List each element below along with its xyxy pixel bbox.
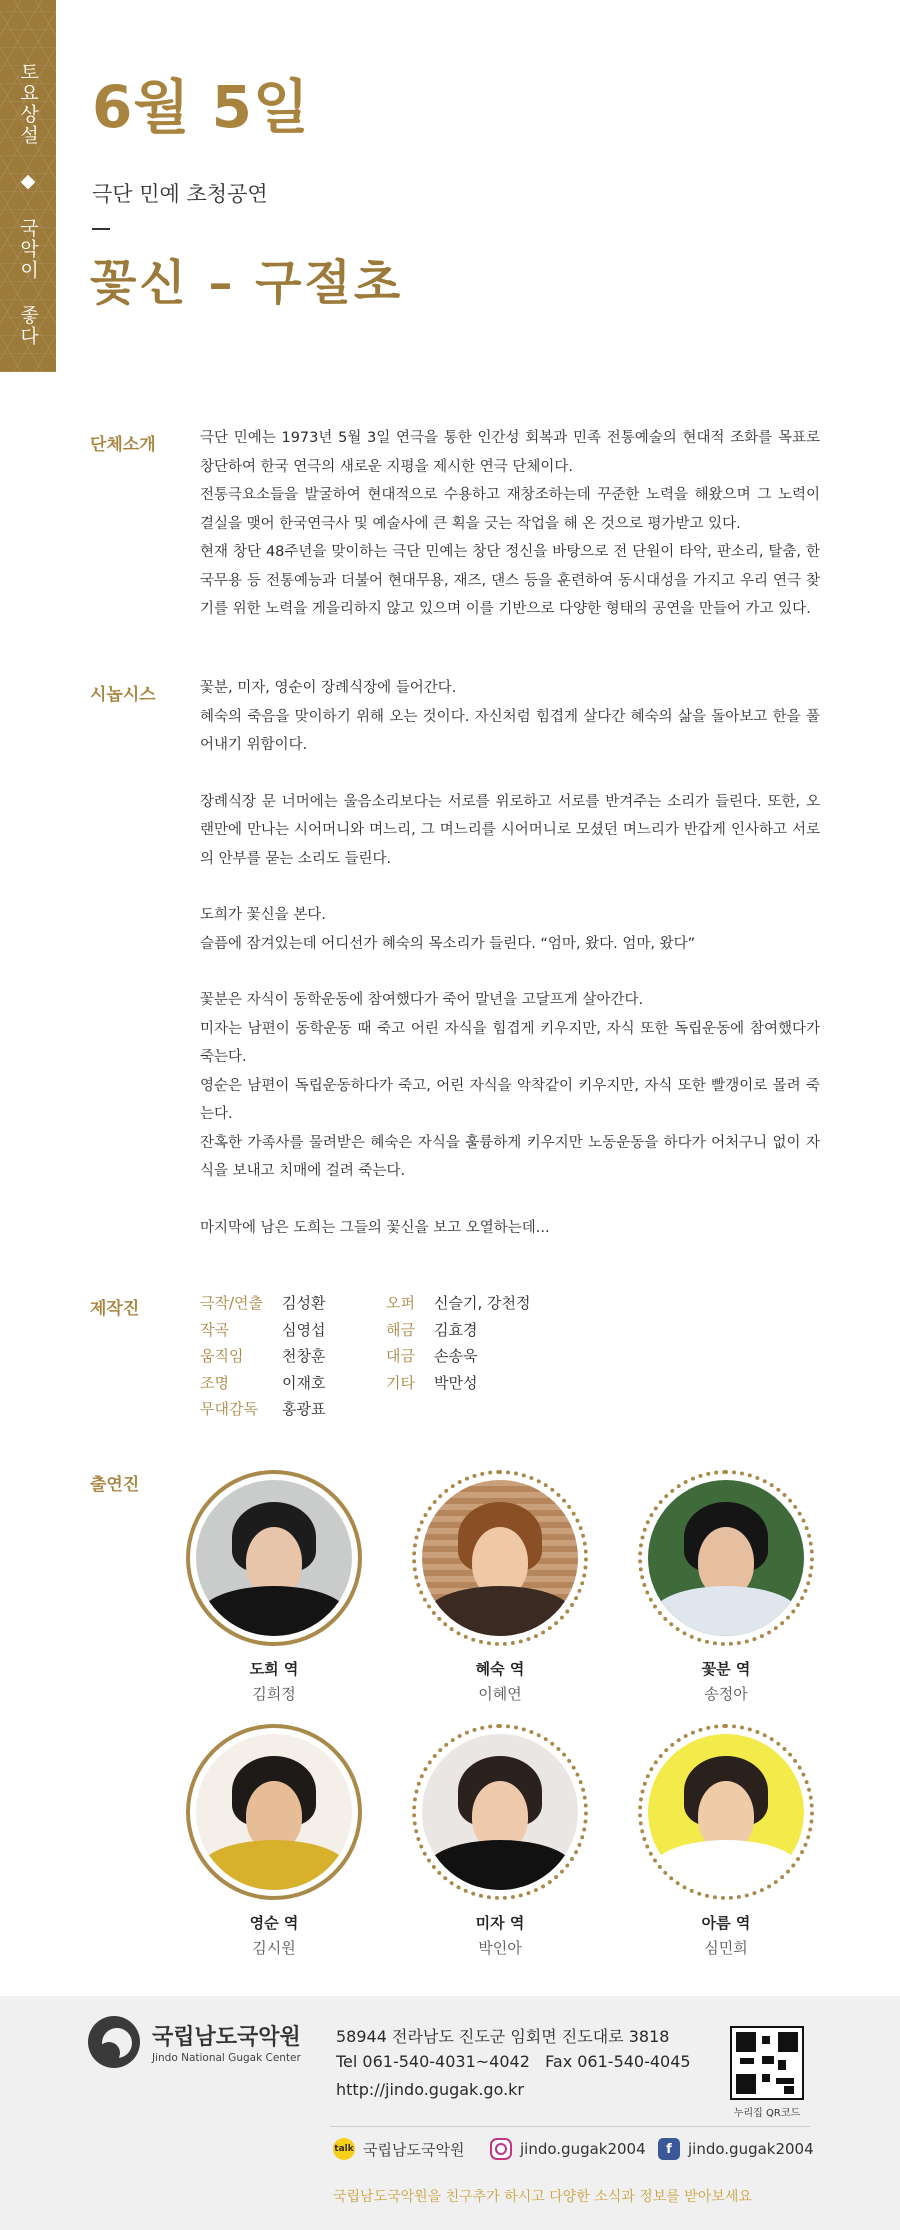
avatar	[638, 1470, 814, 1646]
cast-role: 혜숙 역	[475, 1660, 525, 1678]
intro-paragraph: 현재 창단 48주년을 맞이하는 극단 민예는 창단 정신을 바탕으로 전 단원이 타악, 판소리, 탈춤, 한국무용 등 전통예능과 더불어 현대무용, 재즈, 댄스 등을 훈련하여 동시대성을 가지고 우리 연극 찾기를 위한 노력을 게을리하지 않고 있으며 이를 기반으로 다양한 형태의 공연을 만들어 가고 있다.	[200, 544, 820, 617]
staff-row	[200, 1343, 325, 1370]
instagram-icon	[490, 2138, 512, 2160]
cast-name: 김희정	[252, 1685, 296, 1703]
side-banner-text	[0, 62, 56, 362]
kakaotalk-icon: talk	[333, 2138, 355, 2160]
staff-row	[200, 1370, 325, 1397]
cast-role: 영순 역	[249, 1914, 299, 1932]
qr-label: 누리집 QR코드	[733, 2108, 801, 2119]
cast-role: 미자 역	[475, 1914, 525, 1932]
synopsis-paragraph: 마지막에 남은 도희는 그들의 꽃신을 보고 오열하는데...	[200, 1219, 550, 1236]
synopsis-paragraph: 꽃분은 자식이 동학운동에 참여했다가 죽어 말년을 고달프게 살아간다.	[200, 992, 644, 1008]
synopsis-paragraph: 잔혹한 가족사를 물려받은 혜숙은 자식을 훌륭하게 키우지만 노동운동을 하다가 어처구니 없이 자식을 보내고 치매에 걸려 죽는다.	[200, 1134, 820, 1179]
side-banner	[0, 0, 56, 372]
side-banner-label: 토요상설 ◆ 국악이 좋다	[17, 62, 39, 347]
cast-role: 아름 역	[701, 1914, 751, 1932]
divider-dash	[92, 228, 110, 230]
facebook-icon: f	[658, 2138, 680, 2160]
synopsis-paragraph: 혜숙의 죽음을 맞이하기 위해 오는 것이다. 자신처럼 힘겹게 살다간 혜숙의 삶을 돌아보고 한을 풀어내기 위함이다.	[200, 708, 820, 753]
instagram-link[interactable]	[490, 2138, 646, 2160]
avatar	[186, 1470, 362, 1646]
staff-row	[200, 1317, 325, 1344]
staff-role: 오퍼	[386, 1294, 415, 1312]
staff-role: 극작/연출	[200, 1294, 264, 1312]
staff-name: 손송욱	[434, 1347, 478, 1365]
facebook-link[interactable]	[658, 2138, 814, 2160]
kakao-link[interactable]	[333, 2138, 464, 2160]
staff-row	[386, 1370, 530, 1397]
synopsis-label: 시놉시스	[90, 685, 156, 705]
staff-name: 이재호	[282, 1373, 326, 1392]
promo-text: 국립남도국악원을 친구추가 하시고 다양한 소식과 정보를 받아보세요	[333, 2189, 752, 2205]
phone-fax: Tel 061-540-4031~4042 Fax 061-540-4045	[336, 2052, 691, 2071]
synopsis-paragraph: 슬픔에 잠겨있는데 어디선가 혜숙의 목소리가 들린다. “엄마, 왔다. 엄마, 왔다”	[200, 935, 696, 952]
cast-member-youngsoon	[184, 1724, 364, 1958]
qr-code-icon[interactable]	[730, 2026, 804, 2100]
staff-name: 신슬기, 강천정	[434, 1294, 531, 1312]
staff-role: 작곡	[200, 1320, 229, 1339]
staff-name: 박만성	[434, 1373, 478, 1392]
staff-role: 움직임	[200, 1347, 244, 1365]
staff-list-left	[200, 1290, 325, 1423]
website-link[interactable]: http://jindo.gugak.go.kr	[336, 2080, 524, 2099]
staff-row	[200, 1290, 325, 1317]
staff-label: 제작진	[90, 1299, 140, 1319]
org-logo-icon	[88, 2016, 140, 2068]
staff-row	[386, 1290, 530, 1317]
synopsis-paragraph: 장례식장 문 너머에는 울음소리보다는 서로를 위로하고 서로를 반겨주는 소리가 들린다. 또한, 오랜만에 만나는 시어머니와 며느리, 그 며느리를 시어머니로 모셨던 며느리가 반갑게 인사하고 서로의 안부를 묻는 소리도 들린다.	[200, 793, 820, 867]
address: 58944 전라남도 진도군 임회면 진도대로 3818	[336, 2027, 670, 2046]
org-name-en: Jindo National Gugak Center	[152, 2052, 301, 2064]
cast-name: 이혜연	[478, 1685, 522, 1703]
cast-name: 송정아	[704, 1685, 748, 1703]
staff-name: 홍광표	[282, 1400, 326, 1418]
staff-name: 천창훈	[282, 1347, 326, 1365]
staff-list-right	[386, 1290, 530, 1396]
cast-role: 도희 역	[249, 1660, 299, 1678]
event-date: 6월 5일	[92, 73, 310, 141]
intro-paragraph: 극단 민예는 1973년 5월 3일 연극을 통한 인간성 회복과 민족 전통예술의 현대적 조화를 목표로 창단하여 한국 연극의 새로운 지평을 제시한 연극 단체이다.	[200, 430, 820, 475]
avatar	[412, 1724, 588, 1900]
staff-name: 김효경	[434, 1320, 478, 1339]
synopsis-paragraph: 도희가 꽃신을 본다.	[200, 907, 326, 923]
cast-member-kkotbun	[636, 1470, 816, 1704]
cast-member-hyesuk	[410, 1470, 590, 1704]
synopsis-paragraph: 꽃분, 미자, 영순이 장례식장에 들어간다.	[200, 680, 457, 696]
staff-role: 조명	[200, 1373, 229, 1392]
cast-label: 출연진	[90, 1475, 140, 1495]
synopsis-text	[200, 674, 820, 1242]
footer-divider	[330, 2126, 810, 2127]
cast-role: 꽃분 역	[701, 1660, 751, 1678]
kakao-handle: 국립남도국악원	[363, 2140, 465, 2159]
staff-name: 김성환	[282, 1294, 326, 1312]
intro-text	[200, 424, 820, 624]
staff-row	[200, 1396, 325, 1423]
intro-paragraph: 전통극요소들을 발굴하여 현대적으로 수용하고 재창조하는데 꾸준한 노력을 해왔으며 그 노력이 결실을 맺어 한국연극사 및 예술사에 큰 획을 긋는 작업을 해 온 것으로 평가받고 있다.	[200, 487, 820, 532]
staff-row	[386, 1317, 530, 1344]
synopsis-paragraph: 영순은 남편이 독립운동하다가 죽고, 어린 자식을 악착같이 키우지만, 자식 또한 빨갱이로 몰려 죽는다.	[200, 1077, 820, 1122]
intro-label: 단체소개	[90, 435, 156, 455]
cast-name: 김시원	[252, 1939, 296, 1957]
staff-row	[386, 1343, 530, 1370]
avatar	[638, 1724, 814, 1900]
staff-role: 해금	[386, 1320, 415, 1339]
event-subtitle: 극단 민예 초청공연	[92, 182, 268, 206]
footer	[0, 1996, 900, 2230]
facebook-handle: jindo.gugak2004	[688, 2140, 814, 2158]
staff-role: 무대감독	[200, 1400, 258, 1418]
instagram-handle: jindo.gugak2004	[520, 2140, 646, 2158]
cast-member-areum	[636, 1724, 816, 1958]
cast-member-dohee	[184, 1470, 364, 1704]
event-title: 꽃신 – 구절초	[90, 255, 404, 311]
org-name-kr: 국립남도국악원	[152, 2025, 301, 2050]
avatar	[186, 1724, 362, 1900]
synopsis-paragraph: 미자는 남편이 동학운동 때 죽고 어린 자식을 힘겹게 키우지만, 자식 또한 독립운동에 참여했다가 죽는다.	[200, 1020, 820, 1065]
cast-name: 박인아	[478, 1939, 522, 1957]
staff-name: 심영섭	[282, 1320, 326, 1339]
cast-member-mija	[410, 1724, 590, 1958]
staff-role: 대금	[386, 1347, 415, 1365]
avatar	[412, 1470, 588, 1646]
staff-role: 기타	[386, 1373, 415, 1392]
cast-name: 심민희	[704, 1939, 748, 1957]
